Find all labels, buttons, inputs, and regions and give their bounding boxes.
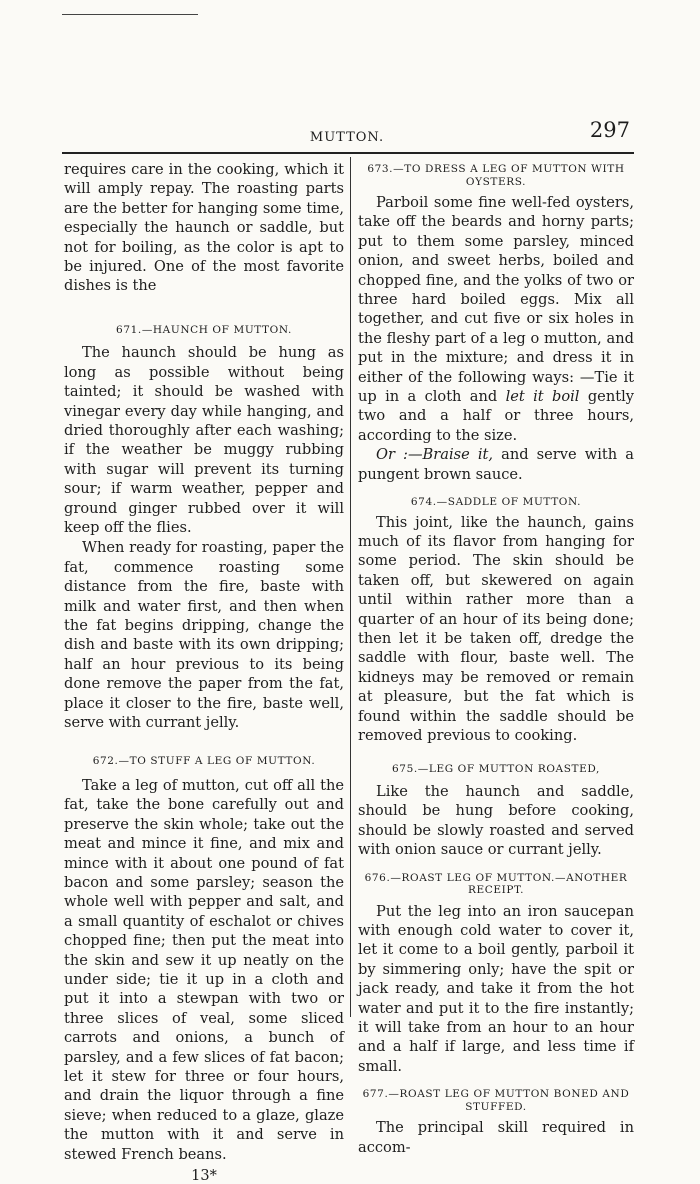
recipe-673-paragraph-2 (358, 445, 634, 484)
recipe-676-heading-line-2: RECEIPT. (467, 884, 525, 897)
right-column (358, 160, 634, 1157)
running-title: MUTTON. (309, 130, 385, 145)
recipe-673-braise-italic: Or :—Braise it, (376, 446, 494, 464)
recipe-673-paragraph-1 (358, 193, 634, 445)
recipe-673-italic: let it boil (505, 388, 580, 406)
recipe-676-paragraph-1: Put the leg into an iron saucepan with enough cold water to cover it, let it come to a boil gently, parboil it by simmering only; have the spit or jack ready, and take it from the hot water and put it to the fire instantly; it will take from an hour to an hour and a half if large, and less time if small. (358, 902, 634, 1075)
recipe-673-heading-line-2: OYSTERS. (465, 175, 527, 188)
recipe-674-heading: 674.—SADDLE OF MUTTON. (410, 496, 582, 509)
page-number: 297 (589, 118, 630, 142)
recipe-671-paragraph-1: The haunch should be hung as long as possible without being tainted; it should be washed with vinegar every day while hanging, and dried thoroughly after each washing; if the weather be muggy rubbing with sugar will prevent its turning sour; if warm weather, pepper and ground ginger rubbed over it will keep off the flies. (64, 344, 344, 536)
recipe-673-heading-line-1: 673.—TO DRESS A LEG OF MUTTON WITH (367, 163, 625, 175)
recipe-672-heading: 672.—TO STUFF A LEG OF MUTTON. (92, 755, 316, 768)
recipe-673-text-c: and serve with a pungent brown sauce. (358, 446, 634, 483)
recipe-673-text-a: Parboil some fine well-fed oysters, take off the beards and horny parts; put to them some parsley, minced onion, and sweet herbs, boiled and chopped fine, and the yolks of two or three hard boiled eggs. Mix all together, and cut five or six holes in the fleshy part of a leg o mutton, and put in the mixture; and dress it in either of the following ways: —Tie it up in a cloth and (358, 194, 634, 406)
signature-mark: 13* (191, 1168, 217, 1184)
recipe-674-paragraph-1: This joint, like the haunch, gains much of its flavor from hanging for some period. The skin should be taken off, but skewered on again until within rather more than a quarter of an hour of its being done; then let it be taken off, dredge the saddle with flour, baste well. The kidneys may be removed or remain at pleasure, but the fat which is found within the saddle should be removed previous to cooking. (358, 513, 634, 745)
recipe-677-heading-line-2: STUFFED. (465, 1100, 527, 1113)
top-rule (62, 14, 198, 15)
recipe-671-heading: 671.—HAUNCH OF MUTTON. (116, 323, 292, 336)
recipe-676-heading-line-1: 676.—ROAST LEG OF MUTTON.—ANOTHER (364, 871, 628, 884)
left-column (64, 160, 344, 1184)
recipe-672-paragraph-1: Take a leg of mutton, cut off all the fat, take the bone carefully out and preserve the skin whole; take out the meat and mince it fine, and mix and mince with it about one pound of fat bacon and some parsley; season the whole well with pepper and salt, and a small quantity of eschalot or chives chopped fine; then put the meat into the skin and sew it up neatly on the under side; tie it up in a cloth and put it into a stewpan with two or three slices of veal, some sliced carrots and onions, a bunch of parsley, and a few slices of fat bacon; let it stew for three or four hours, and drain the liquor through a fine sieve; when reduced to a glaze, glaze the mutton with it and serve in stewed French beans. (64, 776, 344, 1163)
column-divider (350, 157, 351, 1017)
recipe-676-heading (358, 872, 634, 897)
header-rule (62, 152, 634, 154)
recipe-675-paragraph-1: Like the haunch and saddle, should be hung before cooking, should be slowly roasted and served with onion sauce or currant jelly. (358, 782, 634, 859)
recipe-677-heading (358, 1088, 634, 1113)
recipe-677-paragraph-1: The principal skill required in accom- (358, 1119, 634, 1156)
recipe-673-heading (358, 163, 634, 188)
running-head (62, 118, 632, 148)
recipe-675-heading: 675.—LEG OF MUTTON ROASTED, (392, 763, 600, 776)
recipe-671-paragraph-2: When ready for roasting, paper the fat, commence roasting some distance from the fire, baste with milk and water first, and then when the fat begins dripping, change the dish and baste with its own dripping; half an hour previous to its being done remove the paper from the fat, place it closer to the fire, baste well, serve with currant jelly. (64, 539, 344, 732)
continuation-paragraph: requires care in the cooking, which it will amply repay. The roasting parts are the better for hanging some time, especially the haunch or saddle, but not for boiling, as the color is apt to be injured. One of the most favorite dishes is the (64, 161, 344, 295)
recipe-673-text-b: gently two and a half or three hours, according to the size. (358, 388, 634, 444)
recipe-677-heading-line-1: 677.—ROAST LEG OF MUTTON BONED AND (362, 1088, 630, 1101)
